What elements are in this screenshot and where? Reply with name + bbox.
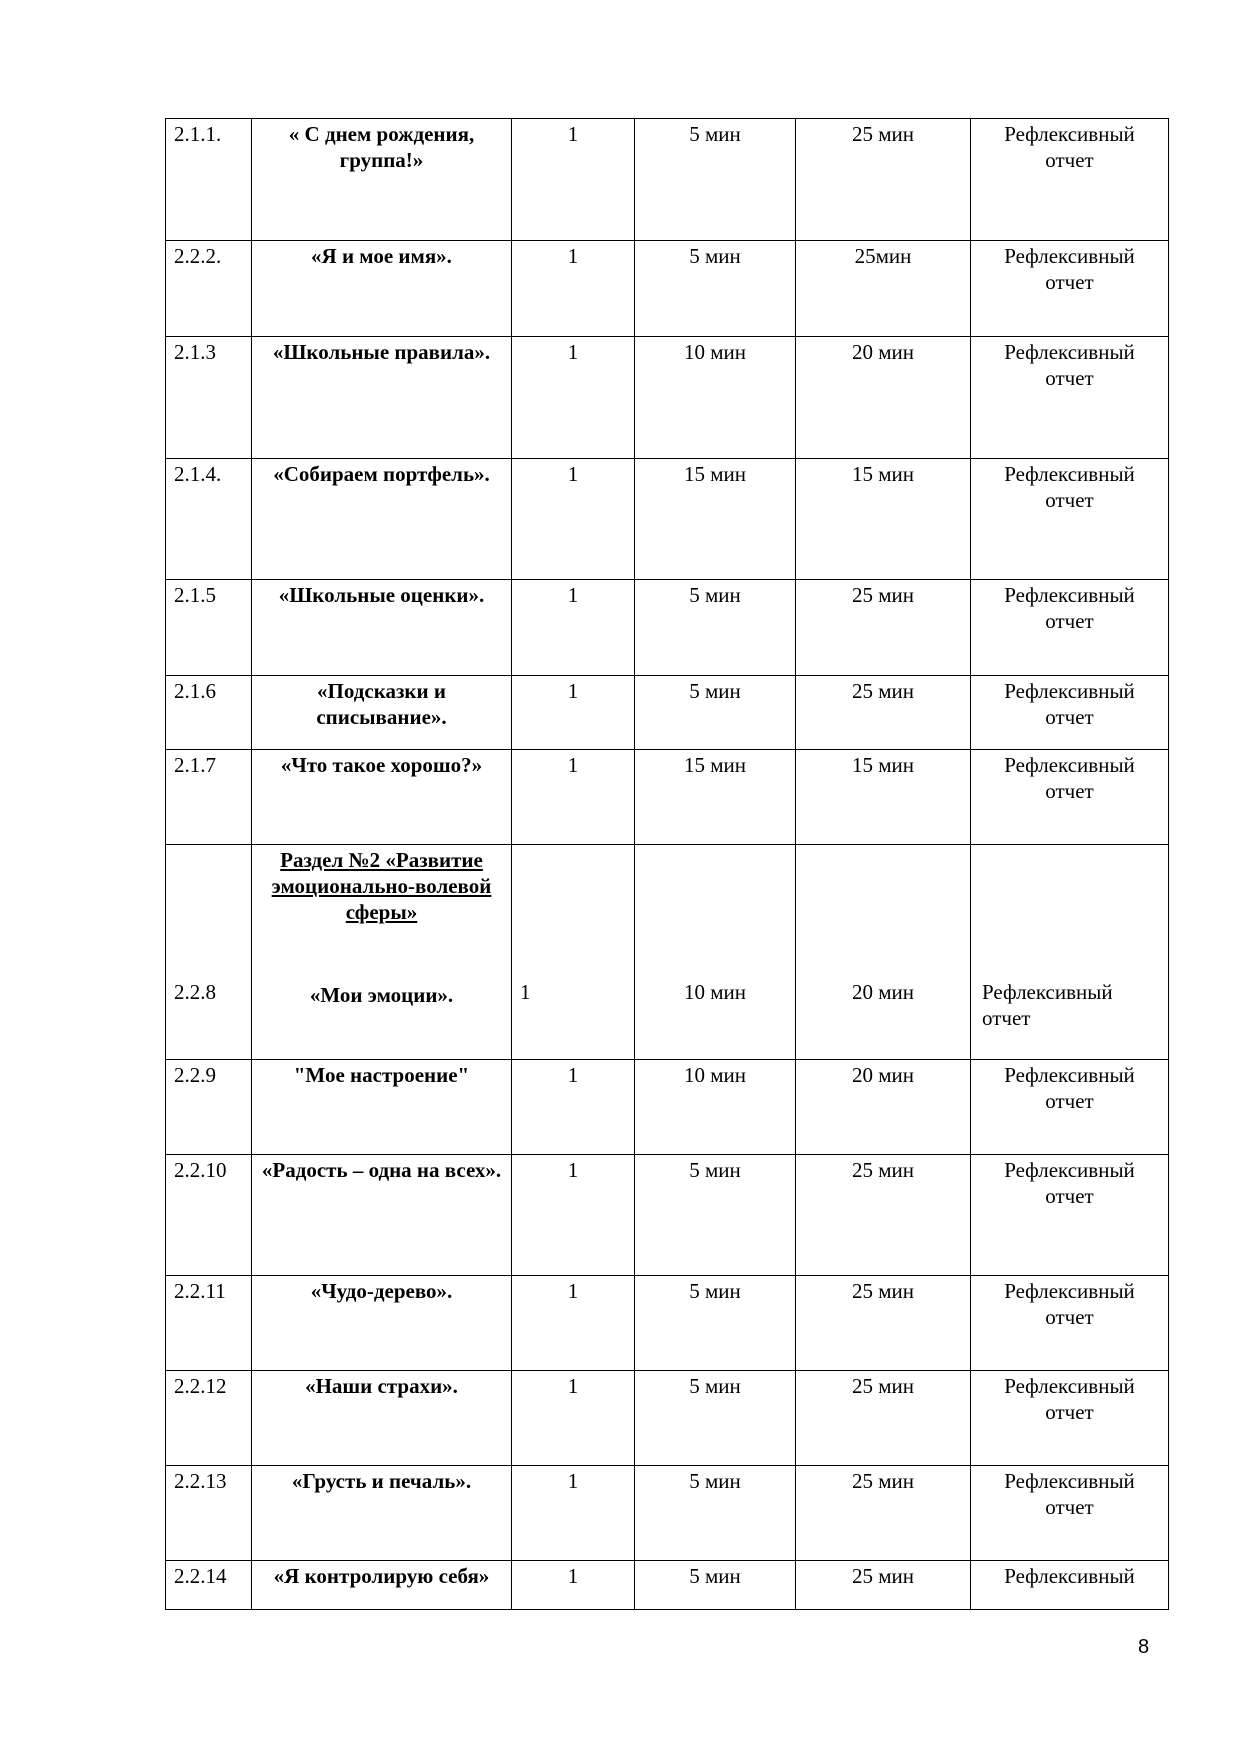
lesson-number: 2.2.13 — [166, 1466, 252, 1561]
lesson-number: 2.2.2. — [166, 241, 252, 337]
lesson-time-2: 20 мин — [796, 337, 971, 459]
lesson-hours: 1 — [512, 1060, 635, 1155]
lesson-hours — [512, 845, 635, 1060]
lesson-report-form: Рефлексивный отчет — [971, 580, 1169, 676]
lesson-report-form: Рефлексивный отчет — [971, 1060, 1169, 1155]
table-row — [166, 1060, 1169, 1155]
lesson-topic: «Собираем портфель». — [252, 459, 512, 580]
lesson-time-2: 20 мин — [796, 1060, 971, 1155]
lesson-time-1: 5 мин — [635, 1371, 796, 1466]
lesson-topic: «Школьные правила». — [252, 337, 512, 459]
lesson-report-form: Рефлексивный отчет — [971, 119, 1169, 241]
lesson-time-1: 5 мин — [635, 1466, 796, 1561]
lesson-hours: 1 — [512, 580, 635, 676]
lesson-number: 2.1.1. — [166, 119, 252, 241]
lesson-topic: «Школьные оценки». — [252, 580, 512, 676]
lesson-report-form: Рефлексивный отчет — [971, 1155, 1169, 1276]
lesson-number: 2.1.5 — [166, 580, 252, 676]
lesson-time-2-text: 20 мин — [851, 980, 914, 1004]
lesson-time-1: 15 мин — [635, 459, 796, 580]
section-title: Раздел №2 «Развитие эмоционально-волевой сферы» — [271, 848, 492, 924]
lesson-time-2: 25 мин — [796, 676, 971, 750]
lesson-number: 2.2.12 — [166, 1371, 252, 1466]
lesson-time-1 — [635, 845, 796, 1060]
lesson-report-form-text: Рефлексивный отчет — [982, 980, 1113, 1030]
lesson-number: 2.2.14 — [166, 1561, 252, 1610]
lesson-hours: 1 — [512, 676, 635, 750]
lesson-time-1: 15 мин — [635, 750, 796, 845]
lesson-time-2: 15 мин — [796, 750, 971, 845]
lesson-number: 2.1.7 — [166, 750, 252, 845]
lesson-time-2: 25 мин — [796, 1466, 971, 1561]
lesson-topic: «Радость – одна на всех». — [252, 1155, 512, 1276]
table-row — [166, 1371, 1169, 1466]
page-number: 8 — [1138, 1636, 1150, 1658]
lesson-time-1: 5 мин — [635, 1155, 796, 1276]
lesson-report-form: Рефлексивный отчет — [971, 459, 1169, 580]
lesson-time-1: 10 мин — [635, 337, 796, 459]
table-row — [166, 1155, 1169, 1276]
table-row — [166, 459, 1169, 580]
lesson-topic: «Чудо-дерево». — [252, 1276, 512, 1371]
lesson-time-1: 5 мин — [635, 1276, 796, 1371]
lesson-number: 2.1.3 — [166, 337, 252, 459]
table-row — [166, 1276, 1169, 1371]
table-row — [166, 1466, 1169, 1561]
lesson-number: 2.1.4. — [166, 459, 252, 580]
table-row — [166, 676, 1169, 750]
lesson-time-1: 5 мин — [635, 1561, 796, 1610]
lesson-report-form: Рефлексивный отчет — [971, 1276, 1169, 1371]
lesson-time-2: 25 мин — [796, 1155, 971, 1276]
lesson-time-1: 10 мин — [635, 1060, 796, 1155]
lesson-report-form: Рефлексивный отчет — [971, 750, 1169, 845]
lesson-time-2: 25 мин — [796, 1276, 971, 1371]
lesson-time-2 — [796, 845, 971, 1060]
table-row — [166, 337, 1169, 459]
table-row — [166, 1561, 1169, 1610]
lesson-report-form: Рефлексивный отчет — [971, 676, 1169, 750]
lesson-hours: 1 — [512, 241, 635, 337]
lesson-hours: 1 — [512, 119, 635, 241]
lesson-time-2: 25 мин — [796, 580, 971, 676]
lesson-report-form: Рефлексивный отчет — [971, 241, 1169, 337]
lesson-hours: 1 — [512, 459, 635, 580]
lesson-time-2: 25 мин — [796, 1561, 971, 1610]
table-row — [166, 580, 1169, 676]
lesson-topic: "Мое настроение" — [252, 1060, 512, 1155]
lesson-hours: 1 — [512, 1371, 635, 1466]
lesson-number: 2.2.9 — [166, 1060, 252, 1155]
lesson-topic: «Грусть и печаль». — [252, 1466, 512, 1561]
lesson-hours: 1 — [512, 1276, 635, 1371]
lesson-number: 2.2.11 — [166, 1276, 252, 1371]
lesson-report-form: Рефлексивный — [971, 1561, 1169, 1610]
lesson-report-form: Рефлексивный отчет — [971, 337, 1169, 459]
lesson-time-2: 25 мин — [796, 1371, 971, 1466]
lesson-number: 2.2.10 — [166, 1155, 252, 1276]
lesson-topic: «Наши страхи». — [252, 1371, 512, 1466]
lesson-number: 2.1.6 — [166, 676, 252, 750]
lesson-number-text: 2.2.8 — [174, 980, 216, 1004]
lesson-time-1-text: 10 мин — [683, 980, 746, 1004]
lesson-hours: 1 — [512, 1155, 635, 1276]
lesson-time-2: 15 мин — [796, 459, 971, 580]
lesson-number — [166, 845, 252, 1060]
lesson-topic: «Подсказки и списывание». — [252, 676, 512, 750]
table-row — [166, 119, 1169, 241]
lesson-report-form: Рефлексивный отчет — [971, 1371, 1169, 1466]
lesson-topic-text: «Мои эмоции». — [309, 983, 454, 1007]
lesson-time-2: 25мин — [796, 241, 971, 337]
lesson-hours: 1 — [512, 1466, 635, 1561]
lesson-time-2: 25 мин — [796, 119, 971, 241]
table-row — [166, 241, 1169, 337]
lesson-topic: «Я контролирую себя» — [252, 1561, 512, 1610]
lesson-time-1: 5 мин — [635, 676, 796, 750]
table-row-section — [166, 845, 1169, 1060]
lesson-hours: 1 — [512, 750, 635, 845]
lesson-topic: «Я и мое имя». — [252, 241, 512, 337]
lesson-time-1: 5 мин — [635, 241, 796, 337]
lesson-hours: 1 — [512, 337, 635, 459]
lesson-plan-table — [165, 118, 1169, 1610]
lesson-report-form — [971, 845, 1169, 1060]
lesson-hours-text: 1 — [520, 980, 531, 1004]
lesson-report-form: Рефлексивный отчет — [971, 1466, 1169, 1561]
lesson-time-1: 5 мин — [635, 580, 796, 676]
lesson-topic: « С днем рождения, группа!» — [252, 119, 512, 241]
lesson-hours: 1 — [512, 1561, 635, 1610]
table-row — [166, 750, 1169, 845]
lesson-time-1: 5 мин — [635, 119, 796, 241]
lesson-topic: «Что такое хорошо?» — [252, 750, 512, 845]
lesson-topic — [252, 845, 512, 1060]
